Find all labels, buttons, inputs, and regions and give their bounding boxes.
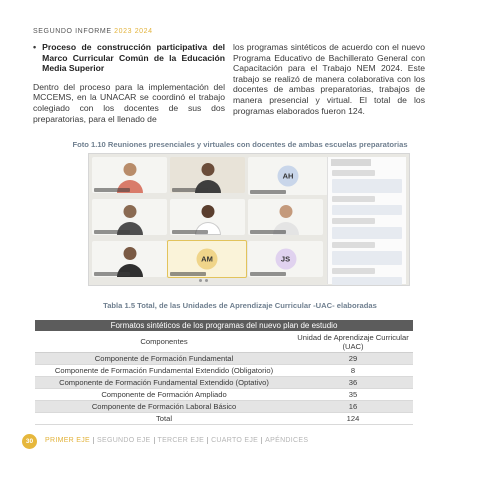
chat-title-bar xyxy=(331,159,371,166)
nav-item-tercer-eje[interactable]: TERCER EJE xyxy=(155,437,209,444)
report-header-title: SEGUNDO INFORME xyxy=(33,28,112,35)
row-value: 35 xyxy=(348,390,358,399)
left-column xyxy=(33,42,225,124)
chat-message xyxy=(332,227,402,239)
bullet-dot-icon: • xyxy=(33,42,37,52)
participant-avatar: AM xyxy=(197,249,218,270)
report-header-years: 2023 2024 xyxy=(114,28,153,35)
participant-tile xyxy=(170,199,245,235)
participant-face xyxy=(201,163,214,176)
participant-face xyxy=(123,205,136,218)
chat-message xyxy=(332,277,402,285)
participant-tile xyxy=(248,241,323,277)
chat-message xyxy=(332,196,375,202)
table-row xyxy=(35,353,413,365)
nav-item-apendices[interactable]: APÉNDICES xyxy=(265,437,309,444)
bullet-title: Proceso de construcción participativa del Marco Curricular Común de la Educación Media Superior xyxy=(42,42,225,74)
participant-tile-active xyxy=(167,240,247,278)
call-toolbar xyxy=(89,279,327,283)
participant-name-bar xyxy=(250,230,286,234)
page-number: 30 xyxy=(22,434,37,449)
table-row xyxy=(35,389,413,401)
row-name: Componente de Formación Laboral Básico xyxy=(91,402,237,411)
participant-face xyxy=(201,205,214,218)
row-value: 8 xyxy=(350,366,356,375)
participant-name-bar xyxy=(250,190,286,194)
row-name: Componente de Formación Fundamental xyxy=(94,354,234,363)
table-row xyxy=(35,401,413,413)
chat-panel xyxy=(327,157,406,284)
participant-tile xyxy=(92,157,167,193)
nav-item-primer-eje[interactable]: PRIMER EJE xyxy=(45,437,94,444)
section-nav xyxy=(45,437,311,444)
table-header: Formatos sintéticos de los programas del nuevo plan de estudio xyxy=(35,320,413,331)
row-name: Componente de Formación Ampliado xyxy=(101,390,227,399)
participant-tile xyxy=(248,157,328,195)
video-call-photo xyxy=(88,153,410,286)
participant-name-bar xyxy=(94,272,130,276)
mic-icon xyxy=(199,279,202,282)
participant-tile xyxy=(92,241,167,277)
table-row xyxy=(35,365,413,377)
chat-message xyxy=(332,268,375,274)
row-name: Total xyxy=(155,414,173,423)
chat-message xyxy=(332,242,375,248)
participant-name-bar xyxy=(170,272,206,276)
chat-message xyxy=(332,179,402,193)
nav-item-cuarto-eje[interactable]: CUARTO EJE xyxy=(208,437,262,444)
left-paragraph: Dentro del proceso para la implementación del MCCEMS, en la UNACAR se coordinó el trabajo colegiado con los docentes de sus dos preparatorias, para el llenado de xyxy=(33,81,225,124)
participant-name-bar xyxy=(94,188,130,192)
row-value: 36 xyxy=(348,378,358,387)
column-header-components: Componentes xyxy=(140,337,188,346)
row-value: 29 xyxy=(348,354,358,363)
column-header-uac: Unidad de Aprendizaje Curricular (UAC) xyxy=(297,333,409,351)
row-value: 124 xyxy=(346,414,360,423)
chat-message xyxy=(332,170,375,176)
photo-caption: Foto 1.10 Reuniones presenciales y virtuales con docentes de ambas escuelas preparatorias xyxy=(72,140,408,149)
participant-face xyxy=(279,205,292,218)
participant-avatar: AH xyxy=(278,166,299,187)
participant-tile xyxy=(170,157,245,193)
participant-name-bar xyxy=(94,230,130,234)
table-row-total xyxy=(35,413,413,425)
chat-message xyxy=(332,251,402,265)
participant-face xyxy=(123,247,136,260)
bullet-item xyxy=(33,42,225,74)
table-row xyxy=(35,377,413,389)
chat-message xyxy=(332,205,402,215)
participant-name-bar xyxy=(172,188,208,192)
camera-icon xyxy=(205,279,208,282)
nav-item-segundo-eje[interactable]: SEGUNDO EJE xyxy=(94,437,154,444)
table-column-headers xyxy=(35,331,413,353)
report-header xyxy=(33,28,153,35)
participant-avatar: JS xyxy=(275,249,296,270)
participant-name-bar xyxy=(172,230,208,234)
uac-table xyxy=(35,320,413,425)
table-caption: Tabla 1.5 Total, de las Unidades de Aprendizaje Curricular -UAC- elaboradas xyxy=(103,301,377,310)
right-column xyxy=(233,42,425,116)
row-name: Componente de Formación Fundamental Extendido (Obligatorio) xyxy=(54,366,274,375)
participant-tile xyxy=(92,199,167,235)
row-name: Componente de Formación Fundamental Extendido (Optativo) xyxy=(59,378,269,387)
right-paragraph: los programas sintéticos de acuerdo con el nuevo Programa Educativo de Bachillerato General con Capacitación para el Trabajo NEM 2024. Este trabajo se realizó de manera colaborativa con los docentes de ambas preparatorias, trabajos de manera presencial y virtual. El total de los programas elaborados fueron 124. xyxy=(233,42,425,116)
chat-message xyxy=(332,218,375,224)
participant-tile xyxy=(248,199,323,235)
participant-name-bar xyxy=(250,272,286,276)
row-value: 16 xyxy=(348,402,358,411)
participant-face xyxy=(123,163,136,176)
